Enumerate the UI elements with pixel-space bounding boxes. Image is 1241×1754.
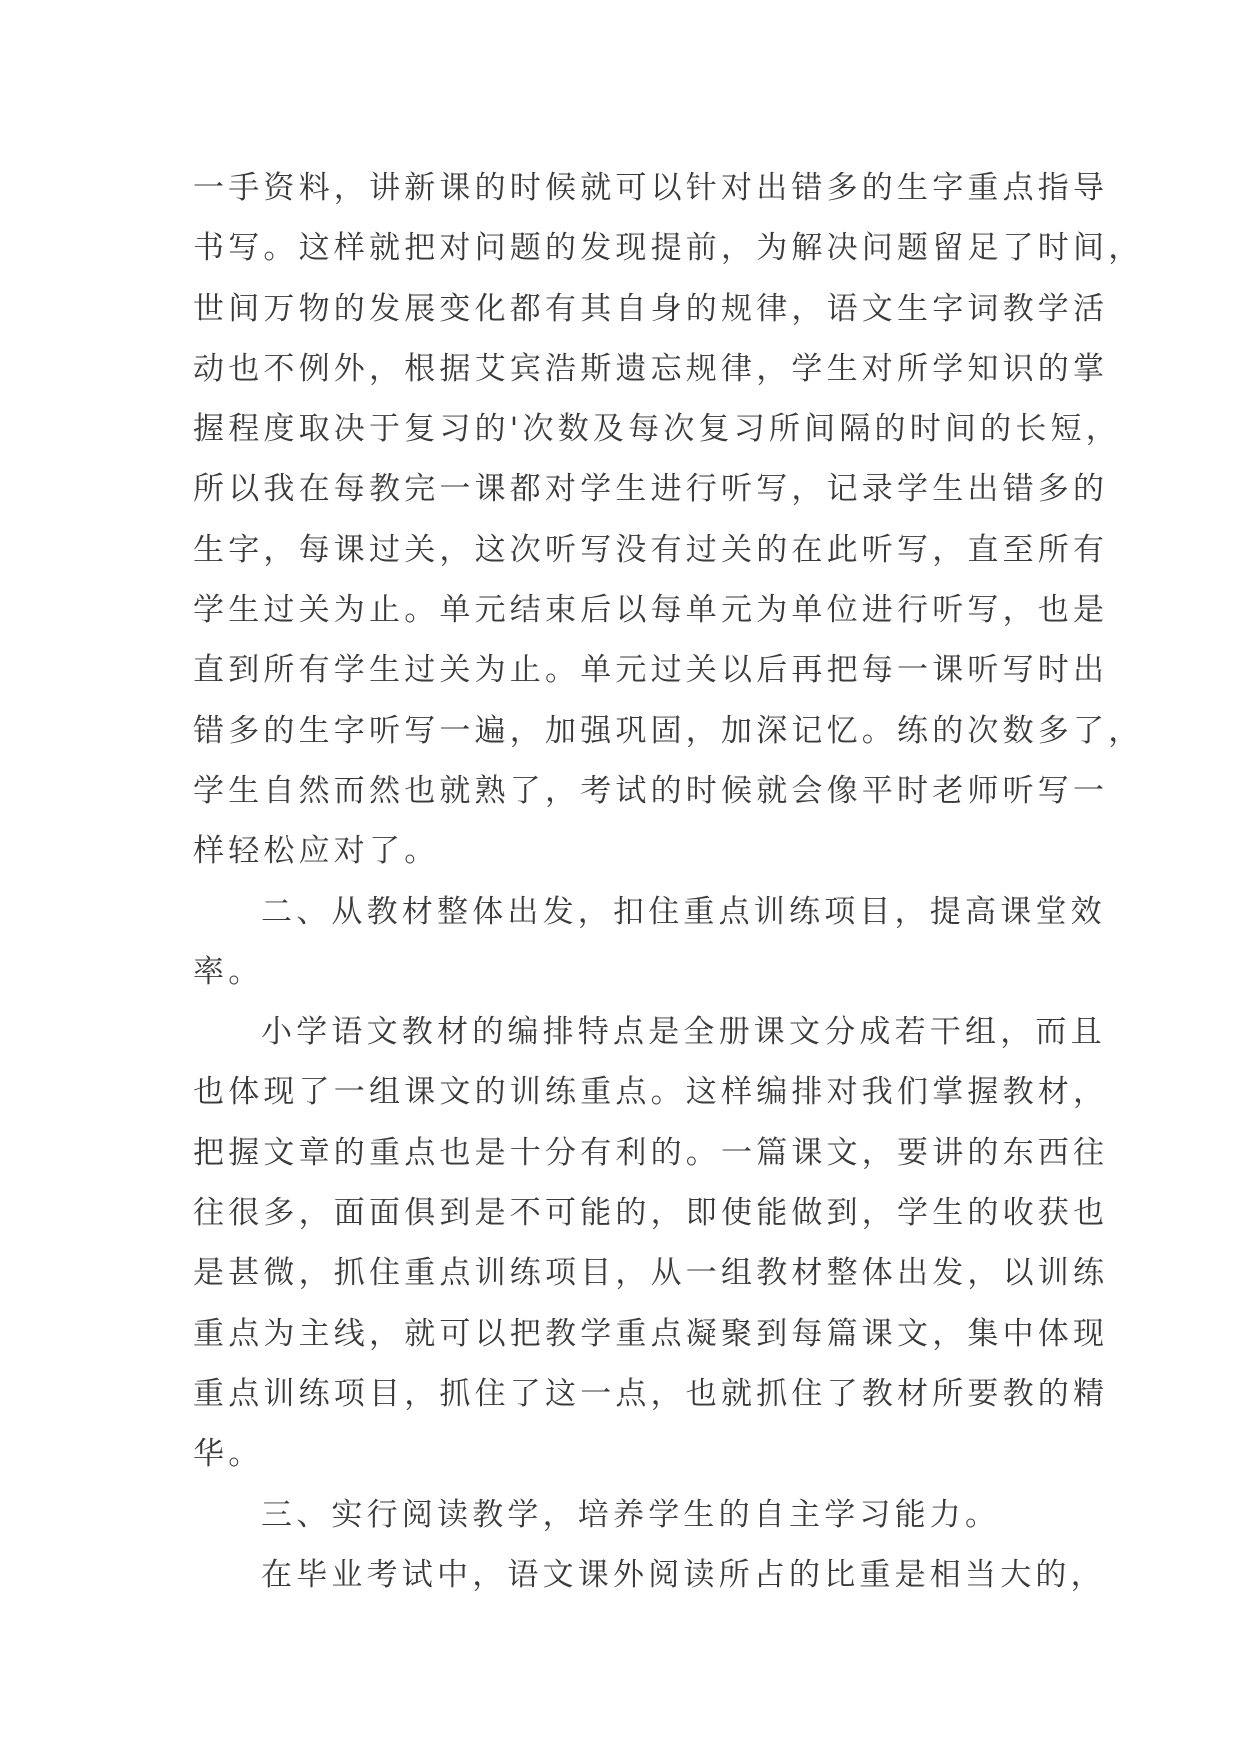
text-line: 动也不例外，根据艾宾浩斯遗忘规律，学生对所学知识的掌 xyxy=(193,350,1109,387)
text-line: 世间万物的发展变化都有其自身的规律，语文生字词教学活 xyxy=(193,290,1109,327)
text-line: 错多的生字听写一遍，加强巩固，加深记忆。练的次数多了， xyxy=(193,712,1144,749)
text-line: 也体现了一组课文的训练重点。这样编排对我们掌握教材， xyxy=(193,1074,1109,1111)
section-heading-2: 二、从教材整体出发，扣住重点训练项目，提高课堂效 xyxy=(261,893,1106,930)
section-heading-3: 三、实行阅读教学，培养学生的自主学习能力。 xyxy=(261,1496,1001,1533)
body-text xyxy=(193,158,1144,1605)
text-line: 所以我在每教完一课都对学生进行听写，记录学生出错多的 xyxy=(193,471,1109,508)
text-line: 学生自然而然也就熟了，考试的时候就会像平时老师听写一 xyxy=(193,772,1109,809)
text-line: 往很多，面面俱到是不可能的，即使能做到，学生的收获也 xyxy=(193,1195,1109,1232)
text-line: 重点训练项目，抓住了这一点，也就抓住了教材所要教的精 xyxy=(193,1375,1109,1412)
text-line: 一手资料，讲新课的时候就可以针对出错多的生字重点指导 xyxy=(193,170,1109,206)
text-line: 是甚微，抓住重点训练项目，从一组教材整体出发，以训练 xyxy=(193,1255,1109,1292)
text-line: 学生过关为止。单元结束后以每单元为单位进行听写，也是 xyxy=(193,592,1109,629)
text-line: 率。 xyxy=(193,953,264,990)
text-line: 重点为主线，就可以把教学重点凝聚到每篇课文，集中体现 xyxy=(193,1315,1109,1352)
text-line: 书写。这样就把对问题的发现提前，为解决问题留足了时间， xyxy=(193,230,1144,267)
paragraph-start: 在毕业考试中，语文课外阅读所占的比重是相当大的， xyxy=(261,1556,1106,1593)
paragraph-start: 小学语文教材的编排特点是全册课文分成若干组，而且 xyxy=(261,1014,1106,1051)
text-line: 生字，每课过关，这次听写没有过关的在此听写，直至所有 xyxy=(193,531,1109,568)
text-line: 握程度取决于复习的'次数及每次复习所间隔的时间的长短， xyxy=(193,411,1121,448)
text-line: 样轻松应对了。 xyxy=(193,833,440,870)
text-line: 直到所有学生过关为止。单元过关以后再把每一课听写时出 xyxy=(193,652,1109,689)
text-line: 华。 xyxy=(193,1436,264,1473)
text-line: 把握文章的重点也是十分有利的。一篇课文，要讲的东西往 xyxy=(193,1134,1109,1171)
